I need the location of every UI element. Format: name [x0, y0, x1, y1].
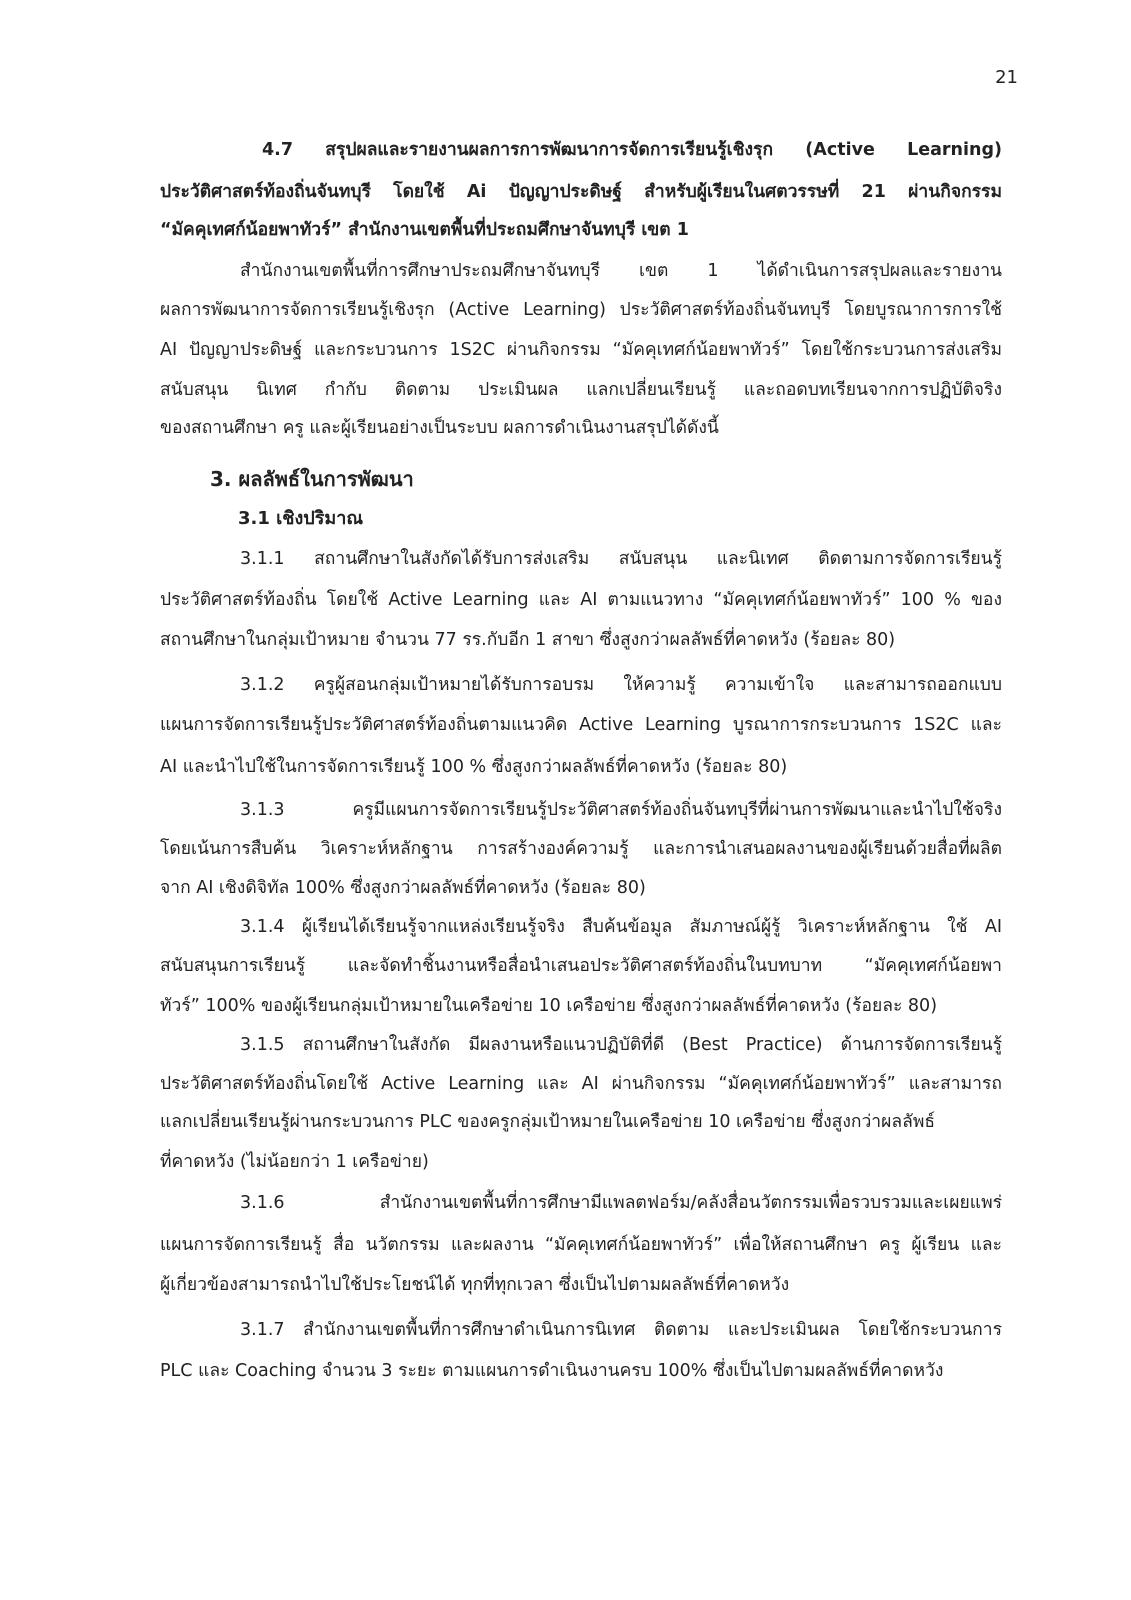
item-3-1-3-line-1: 3.1.3 ครูมีแผนการจัดการเรียนรู้ประวัติศาสตร์ท้องถิ่นจันทบุรีที่ผ่านการพัฒนาและนำไปใช้จริง — [240, 800, 1002, 820]
intro-line-1: สำนักงานเขตพื้นที่การศึกษาประถมศึกษาจันทบุรี เขต 1 ได้ดำเนินการสรุปผลและรายงาน — [240, 261, 1002, 281]
intro-line-2: ผลการพัฒนาการจัดการเรียนรู้เชิงรุก (Active Learning) ประวัติศาสตร์ท้องถิ่นจันทบุรี โดยบูรณาการการใช้ — [160, 300, 1002, 320]
item-3-1-1-line-2: ประวัติศาสตร์ท้องถิ่น โดยใช้ Active Learning และ AI ตามแนวทาง “มัคคุเทศก์น้อยพาทัวร์” 100 % ของ — [160, 590, 1002, 610]
item-3-1-2-line-1: 3.1.2 ครูผู้สอนกลุ่มเป้าหมายได้รับการอบรม ให้ความรู้ ความเข้าใจ และสามารถออกแบบ — [240, 675, 1002, 695]
section-heading: 3. ผลลัพธ์ในการพัฒนา — [210, 467, 414, 491]
document-title-line-3: “มัคคุเทศก์น้อยพาทัวร์” สำนักงานเขตพื้นที่ประถมศึกษาจันทบุรี เขต 1 — [160, 220, 689, 240]
intro-line-5: ของสถานศึกษา ครู และผู้เรียนอย่างเป็นระบบ ผลการดำเนินงานสรุปได้ดังนี้ — [160, 418, 719, 438]
item-3-1-4-line-2: สนับสนุนการเรียนรู้ และจัดทำชิ้นงานหรือสื่อนำเสนอประวัติศาสตร์ท้องถิ่นในบทบาท “มัคคุเทศก์น้อยพา — [160, 956, 1002, 976]
item-3-1-7-line-2: PLC และ Coaching จำนวน 3 ระยะ ตามแผนการดำเนินงานครบ 100% ซึ่งเป็นไปตามผลลัพธ์ที่คาดหวัง — [160, 1361, 944, 1381]
item-3-1-7-line-1: 3.1.7 สำนักงานเขตพื้นที่การศึกษาดำเนินการนิเทศ ติดตาม และประเมินผล โดยใช้กระบวนการ — [240, 1320, 1002, 1340]
page-number: 21 — [995, 67, 1018, 88]
item-3-1-5-line-1: 3.1.5 สถานศึกษาในสังกัด มีผลงานหรือแนวปฏิบัติที่ดี (Best Practice) ด้านการจัดการเรียนรู้ — [240, 1035, 1002, 1055]
item-3-1-4-line-1: 3.1.4 ผู้เรียนได้เรียนรู้จากแหล่งเรียนรู้จริง สืบค้นข้อมูล สัมภาษณ์ผู้รู้ วิเคราะห์หลักฐาน ใช้ AI — [240, 917, 1002, 937]
item-3-1-5-line-4: ที่คาดหวัง (ไม่น้อยกว่า 1 เครือข่าย) — [160, 1152, 429, 1172]
item-3-1-3-line-2: โดยเน้นการสืบค้น วิเคราะห์หลักฐาน การสร้างองค์ความรู้ และการนำเสนอผลงานของผู้เรียนด้วยสื่อที่ผลิต — [160, 839, 1002, 859]
item-3-1-6-line-1: 3.1.6 สำนักงานเขตพื้นที่การศึกษามีแพลตฟอร์ม/คลังสื่อนวัตกรรมเพื่อรวบรวมและเผยแพร่ — [240, 1193, 1002, 1213]
document-title-line-1: 4.7 สรุปผลและรายงานผลการการพัฒนาการจัดการเรียนรู้เชิงรุก (Active Learning) — [262, 140, 1002, 160]
intro-line-3: AI ปัญญาประดิษฐ์ และกระบวนการ 1S2C ผ่านกิจกรรม “มัคคุเทศก์น้อยพาทัวร์” โดยใช้กระบวนการส่งเสริม — [160, 340, 1002, 360]
document-title-line-2: ประวัติศาสตร์ท้องถิ่นจันทบุรี โดยใช้ Ai ปัญญาประดิษฐ์ สำหรับผู้เรียนในศตวรรษที่ 21 ผ่านกิจกรรม — [160, 182, 1002, 202]
item-3-1-3-line-3: จาก AI เชิงดิจิทัล 100% ซึ่งสูงกว่าผลลัพธ์ที่คาดหวัง (ร้อยละ 80) — [160, 878, 646, 898]
item-3-1-6-line-2: แผนการจัดการเรียนรู้ สื่อ นวัตกรรม และผลงาน “มัคคุเทศก์น้อยพาทัวร์” เพื่อให้สถานศึกษา ครู ผู้เรียน และ — [160, 1235, 1002, 1255]
item-3-1-1-line-3: สถานศึกษาในกลุ่มเป้าหมาย จำนวน 77 รร.กับอีก 1 สาขา ซึ่งสูงกว่าผลลัพธ์ที่คาดหวัง (ร้อยละ 80) — [160, 630, 896, 650]
item-3-1-5-line-3: แลกเปลี่ยนเรียนรู้ผ่านกระบวนการ PLC ของครูกลุ่มเป้าหมายในเครือข่าย 10 เครือข่าย ซึ่งสูงกว่าผลลัพธ์ — [160, 1112, 936, 1132]
item-3-1-2-line-2: แผนการจัดการเรียนรู้ประวัติศาสตร์ท้องถิ่นตามแนวคิด Active Learning บูรณาการกระบวนการ 1S2C และ — [160, 715, 1002, 735]
item-3-1-4-line-3: ทัวร์” 100% ของผู้เรียนกลุ่มเป้าหมายในเครือข่าย 10 เครือข่าย ซึ่งสูงกว่าผลลัพธ์ที่คาดหวัง (ร้อยละ 80) — [160, 996, 938, 1016]
item-3-1-1-line-1: 3.1.1 สถานศึกษาในสังกัดได้รับการส่งเสริม สนับสนุน และนิเทศ ติดตามการจัดการเรียนรู้ — [240, 549, 1002, 569]
intro-line-4: สนับสนุน นิเทศ กำกับ ติดตาม ประเมินผล แลกเปลี่ยนเรียนรู้ และถอดบทเรียนจากการปฏิบัติจริง — [160, 380, 1002, 400]
item-3-1-6-line-3: ผู้เกี่ยวข้องสามารถนำไปใช้ประโยชน์ได้ ทุกที่ทุกเวลา ซึ่งเป็นไปตามผลลัพธ์ที่คาดหวัง — [160, 1275, 790, 1295]
item-3-1-5-line-2: ประวัติศาสตร์ท้องถิ่นโดยใช้ Active Learning และ AI ผ่านกิจกรรม “มัคคุเทศก์น้อยพาทัวร์” และสามารถ — [160, 1074, 1002, 1094]
subsection-heading: 3.1 เชิงปริมาณ — [238, 508, 364, 529]
item-3-1-2-line-3: AI และนำไปใช้ในการจัดการเรียนรู้ 100 % ซึ่งสูงกว่าผลลัพธ์ที่คาดหวัง (ร้อยละ 80) — [160, 757, 788, 777]
